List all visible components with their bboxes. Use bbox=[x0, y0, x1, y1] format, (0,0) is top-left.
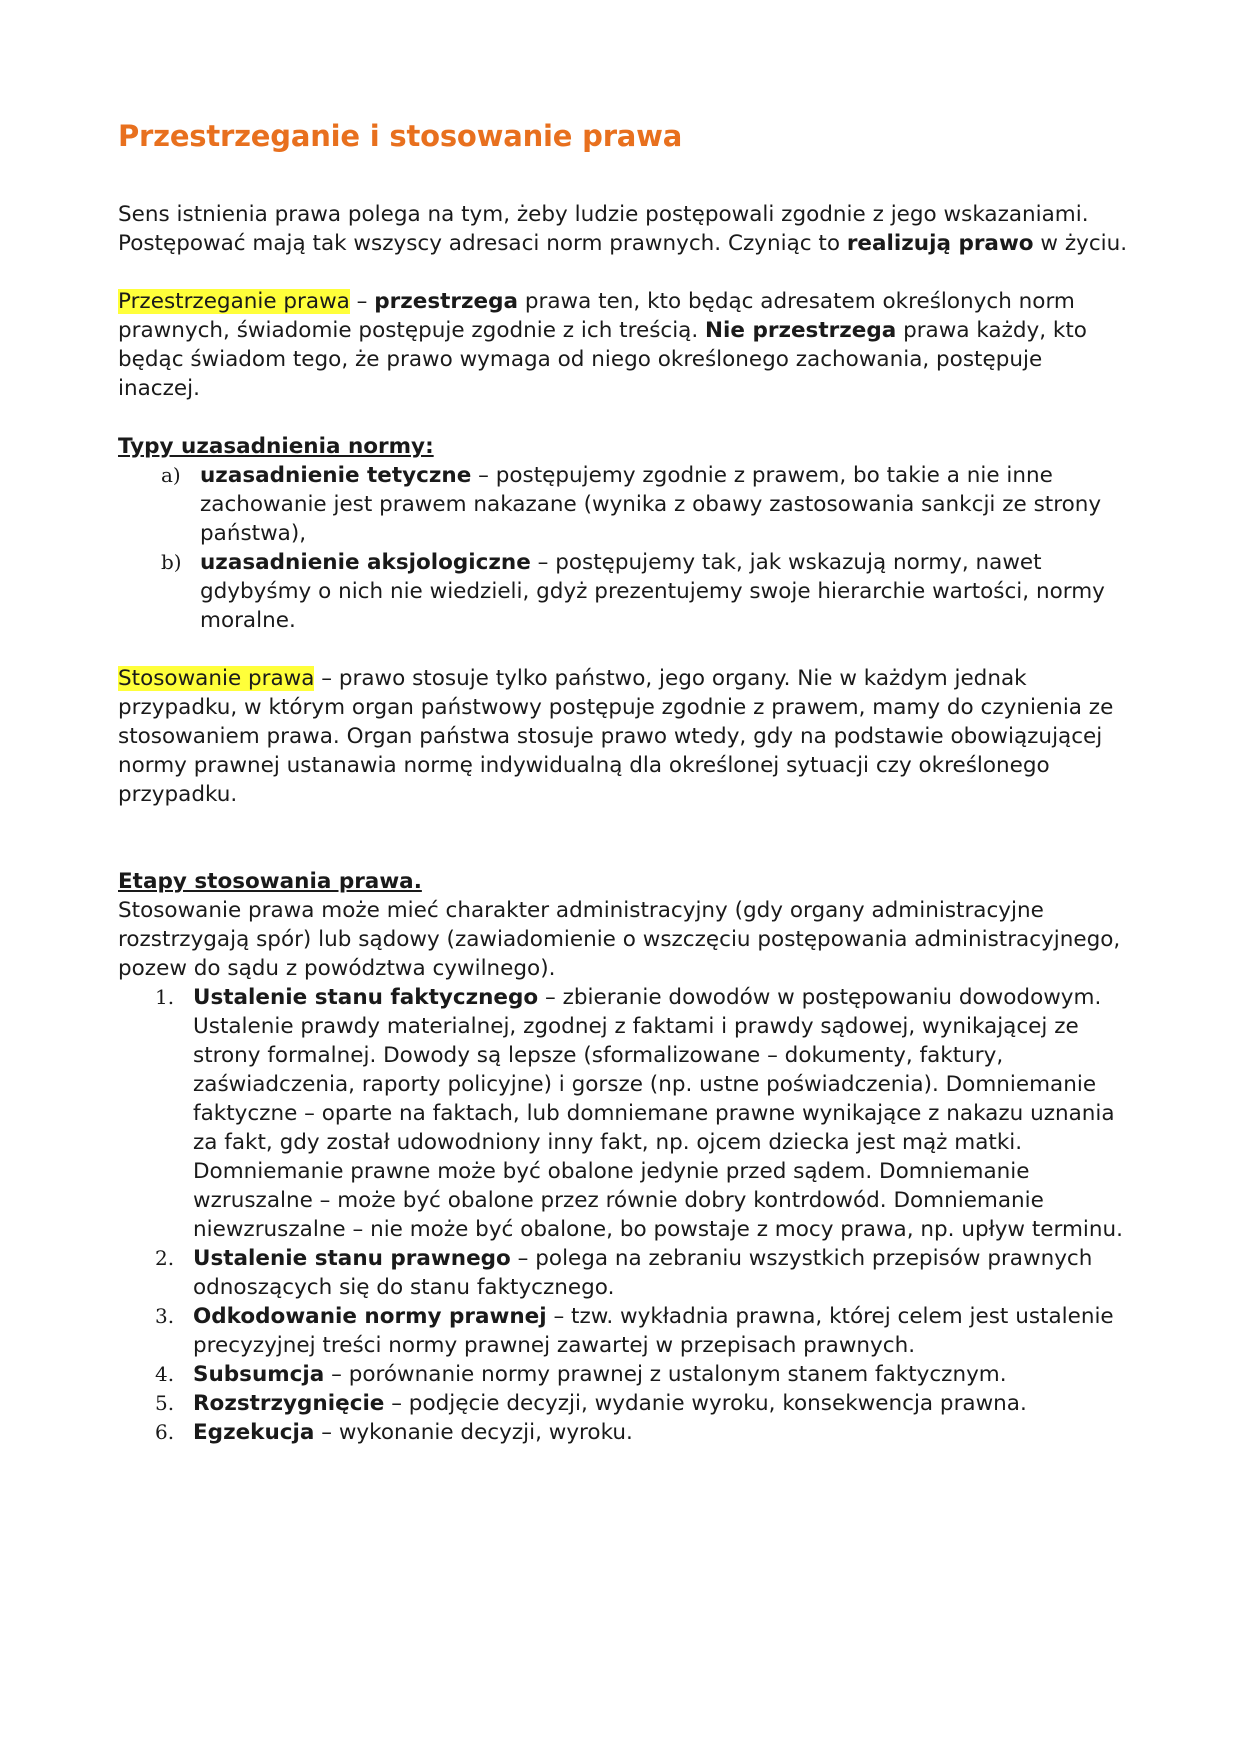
list-marker: a) bbox=[161, 463, 181, 487]
intro-bold: realizują prawo bbox=[846, 231, 1034, 256]
list-item-text: – tzw. wykładnia prawna, której celem jest ustalenie precyzyjnej treści normy prawnej zawartej w przepisach prawnych. bbox=[193, 1304, 1114, 1358]
list-marker: 4. bbox=[155, 1362, 175, 1386]
list-marker: 5. bbox=[155, 1391, 175, 1415]
list-item-term: Odkodowanie normy prawnej bbox=[193, 1304, 547, 1329]
list-item bbox=[118, 1360, 1128, 1389]
list-item-text: – porównanie normy prawnej z ustalonym stanem faktycznym. bbox=[324, 1362, 1007, 1387]
list-item bbox=[118, 983, 1128, 1244]
list-item-term: uzasadnienie tetyczne bbox=[200, 463, 472, 488]
przestrzeganie-text-1: prawa ten, kto będąc adresatem określonych norm prawnych, świadomie postępuje zgodnie z ich treścią. bbox=[118, 289, 1075, 343]
list-item bbox=[118, 548, 1128, 635]
list-marker: 3. bbox=[155, 1304, 175, 1328]
list-item-text: – polega na zebraniu wszystkich przepisów prawnych odnoszących się do stanu faktycznego. bbox=[193, 1246, 1093, 1300]
etapy-intro: Stosowanie prawa może mieć charakter administracyjny (gdy organy administracyjne rozstrzygają spór) lub sądowy (zawiadomienie o wszczęciu postępowania administracyjnego, pozew do sądu z powództwa cywilnego). bbox=[118, 898, 1121, 981]
list-item bbox=[118, 1244, 1128, 1302]
list-item-text: – postępujemy zgodnie z prawem, bo takie a nie inne zachowanie jest prawem nakazane (wynika z obawy zastosowania sankcji ze strony państwa), bbox=[200, 463, 1102, 546]
list-item-text: – podjęcie decyzji, wydanie wyroku, konsekwencja prawna. bbox=[384, 1391, 1027, 1416]
przestrzeganie-text-2: prawa każdy, kto będąc świadom tego, że prawo wymaga od niego określonego zachowania, postępuje inaczej. bbox=[118, 318, 1087, 401]
list-item bbox=[118, 1389, 1128, 1418]
list-item-term: Ustalenie stanu faktycznego bbox=[193, 985, 539, 1010]
document-title: Przestrzeganie i stosowanie prawa bbox=[118, 119, 683, 153]
przestrzeganie-dash: – bbox=[349, 289, 375, 314]
przestrzeganie-paragraph bbox=[118, 287, 1128, 403]
etapy-heading-text: Etapy stosowania prawa. bbox=[118, 869, 422, 894]
list-marker: b) bbox=[161, 550, 182, 574]
list-item-term: Ustalenie stanu prawnego bbox=[193, 1246, 511, 1271]
przestrzeganie-bold-2: Nie przestrzega bbox=[705, 318, 897, 343]
typy-heading-text: Typy uzasadnienia normy: bbox=[118, 434, 434, 459]
etapy-list bbox=[118, 983, 1128, 1447]
list-item bbox=[118, 1302, 1128, 1360]
list-item-text: – wykonanie decyzji, wyroku. bbox=[314, 1420, 633, 1445]
list-item-term: Egzekucja bbox=[193, 1420, 315, 1445]
stosowanie-term: Stosowanie prawa bbox=[118, 666, 315, 691]
intro-paragraph bbox=[118, 200, 1128, 258]
list-marker: 2. bbox=[155, 1246, 175, 1270]
list-marker: 1. bbox=[155, 985, 175, 1009]
stosowanie-text: – prawo stosuje tylko państwo, jego organy. Nie w każdym jednak przypadku, w którym organ państwowy postępuje zgodnie z prawem, mamy do czynienia ze stosowaniem prawa. Organ państwa stosuje prawo wtedy, gdy na podstawie obowiązującej normy prawnej ustanawia normę indywidualną dla określonej sytuacji czy określonego przypadku. bbox=[118, 666, 1114, 807]
przestrzeganie-term: Przestrzeganie prawa bbox=[118, 289, 350, 314]
list-item-term: Subsumcja bbox=[193, 1362, 325, 1387]
typy-heading bbox=[118, 432, 1128, 461]
przestrzeganie-bold-1: przestrzega bbox=[374, 289, 519, 314]
intro-text-2: w życiu. bbox=[1033, 231, 1128, 256]
list-marker: 6. bbox=[155, 1420, 175, 1444]
list-item bbox=[118, 461, 1128, 548]
list-item-text: – postępujemy tak, jak wskazują normy, nawet gdybyśmy o nich nie wiedzieli, gdyż prezentujemy swoje hierarchie wartości, normy moralne. bbox=[200, 550, 1105, 633]
etapy-heading bbox=[118, 867, 1128, 896]
typy-list bbox=[118, 461, 1128, 635]
intro-text-1: Sens istnienia prawa polega na tym, żeby ludzie postępowali zgodnie z jego wskazaniami. Postępować mają tak wszyscy adresaci norm prawnych. Czyniąc to bbox=[118, 202, 1089, 256]
list-item-term: Rozstrzygnięcie bbox=[193, 1391, 385, 1416]
document-page bbox=[118, 116, 1128, 1447]
stosowanie-paragraph bbox=[118, 664, 1128, 809]
list-item-text: – zbieranie dowodów w postępowaniu dowodowym. Ustalenie prawdy materialnej, zgodnej z faktami i prawdy sądowej, wynikającej ze strony formalnej. Dowody są lepsze (sformalizowane – dokumenty, faktury, zaświadczenia, raporty policyjne) i gorsze (np. ustne poświadczenia). Domniemanie faktyczne – oparte na faktach, lub domniemane prawne wynikające z nakazu uznania za fakt, gdy został udowodniony inny fakt, np. ojcem dziecka jest mąż matki. Domniemanie prawne może być obalone jedynie przed sądem. Domniemanie wzruszalne – może być obalone przez równie dobry kontrdowód. Domniemanie niewzruszalne – nie może być obalone, bo powstaje z mocy prawa, np. upływ terminu. bbox=[193, 985, 1123, 1242]
list-item bbox=[118, 1418, 1128, 1447]
list-item-term: uzasadnienie aksjologiczne bbox=[200, 550, 531, 575]
